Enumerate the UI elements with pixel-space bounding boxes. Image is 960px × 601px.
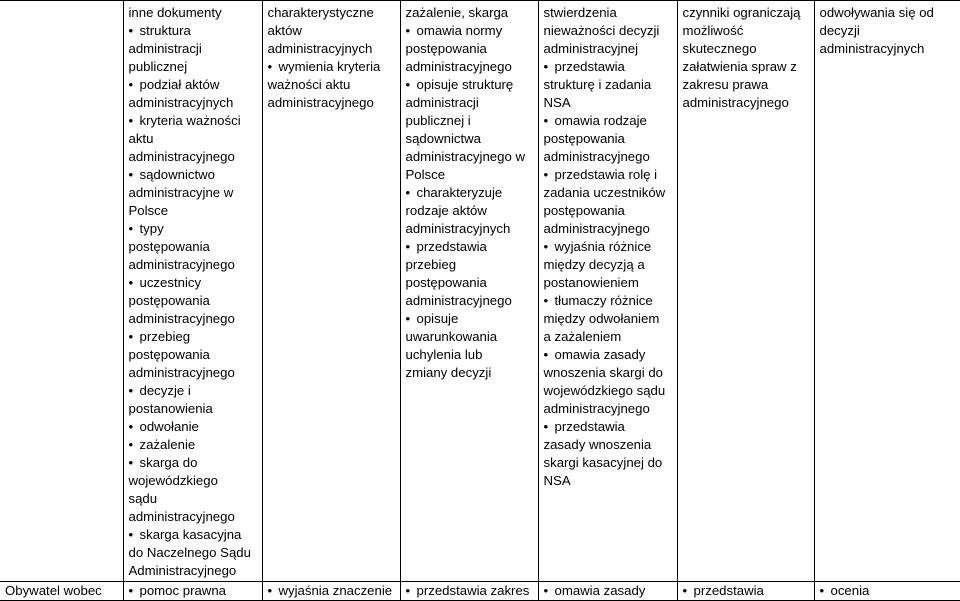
list-item xyxy=(544,166,673,238)
line-text: administracyjnego xyxy=(267,95,374,110)
line-text: decyzje i xyxy=(139,383,191,398)
list-item xyxy=(406,76,534,184)
line-text: administracyjnych xyxy=(819,41,925,56)
line-text: skarga kasacyjna xyxy=(139,527,242,542)
line-text: zażalenie xyxy=(139,437,196,452)
line-text: publicznej i xyxy=(405,113,471,128)
bottom-cell xyxy=(400,582,538,601)
list-item xyxy=(544,346,673,418)
line-text: struktura xyxy=(139,23,191,38)
line-text: inne dokumenty xyxy=(128,5,222,20)
line-text: sądownictwo xyxy=(139,167,215,182)
line-text: załatwienia spraw z xyxy=(682,59,797,74)
list-item xyxy=(544,292,673,346)
line-text: a zażaleniem xyxy=(543,329,622,344)
line-text: postępowania xyxy=(405,275,487,290)
list-item xyxy=(129,328,258,382)
line-text: przedstawia xyxy=(554,59,625,74)
list-item xyxy=(129,418,258,436)
list-item xyxy=(129,166,258,220)
line-text: administracji xyxy=(405,95,479,110)
list-item xyxy=(129,382,258,418)
line-text: strukturę i zadania xyxy=(543,77,652,92)
line-text: typy xyxy=(139,221,164,236)
line-text: podział aktów xyxy=(139,77,220,92)
bottom-cell xyxy=(814,582,960,601)
line-text: postępowania xyxy=(405,41,487,56)
line-text: przedstawia xyxy=(554,419,625,434)
table-row xyxy=(0,582,960,601)
line-text: zasady wnoszenia xyxy=(543,437,652,452)
line-text: wnoszenia skargi do xyxy=(543,365,663,380)
line-text: wojewódzkiego sądu xyxy=(543,383,666,398)
line-text: uczestnicy xyxy=(139,275,202,290)
list-item xyxy=(129,22,258,76)
list-item: • omawia zasady xyxy=(544,582,673,600)
list-item xyxy=(129,220,258,274)
text-line xyxy=(129,4,258,22)
line-text: postępowania xyxy=(128,347,210,362)
line-text: przedstawia rolę i xyxy=(554,167,658,182)
line-text: skutecznego xyxy=(682,41,757,56)
list-item: • przedstawia xyxy=(683,582,810,600)
line-text: do Naczelnego Sądu xyxy=(128,545,251,560)
list-item xyxy=(406,22,534,76)
list-item: • przedstawia zakres xyxy=(406,582,534,600)
line-text: charakterystyczne xyxy=(267,5,374,20)
list-item xyxy=(544,418,673,490)
line-text: Polsce xyxy=(128,203,169,218)
line-text: administracyjnego xyxy=(128,509,235,524)
bottom-cell xyxy=(677,582,814,601)
line-text: opisuje strukturę xyxy=(416,77,514,92)
line-text: ważności aktu xyxy=(267,77,351,92)
line-text: uchylenia lub xyxy=(405,347,483,362)
line-text: omawia zasady xyxy=(554,347,646,362)
line-text: administracyjnego xyxy=(543,149,650,164)
line-text: administracyjnego xyxy=(128,365,235,380)
line-text: opisuje xyxy=(416,311,459,326)
line-text: publicznej xyxy=(128,59,188,74)
text-line xyxy=(820,4,957,58)
line-text: Polsce xyxy=(405,167,446,182)
line-text: stwierdzenia xyxy=(543,5,617,20)
list-item xyxy=(406,238,534,310)
list-item xyxy=(544,238,673,292)
topic-cell xyxy=(0,1,123,582)
line-text: administracyjnego xyxy=(128,311,235,326)
requirements-excellent-cell xyxy=(814,1,960,582)
line-text: uwarunkowania xyxy=(405,329,498,344)
line-text: postępowania xyxy=(128,293,210,308)
requirements-advanced-cell xyxy=(538,1,677,582)
line-text: aktu xyxy=(128,131,154,146)
list-item xyxy=(406,310,534,382)
text-line xyxy=(268,4,396,58)
list-item xyxy=(129,76,258,112)
requirements-extended-cell xyxy=(400,1,538,582)
line-text: NSA xyxy=(543,473,571,488)
text-line: Obywatel wobec xyxy=(5,583,102,598)
line-text: postępowania xyxy=(128,239,210,254)
line-text: między decyzją a xyxy=(543,257,645,272)
line-text: przebieg xyxy=(139,329,191,344)
line-text: sądu xyxy=(128,491,158,506)
list-item xyxy=(129,454,258,526)
line-text: administracji xyxy=(128,41,202,56)
line-text: administracyjnej xyxy=(543,41,639,56)
list-item xyxy=(544,58,673,112)
line-text: postanowieniem xyxy=(543,275,639,290)
text-line xyxy=(683,4,810,112)
line-text: nieważności decyzji xyxy=(543,23,660,38)
line-text: wymienia kryteria xyxy=(278,59,381,74)
line-text: NSA xyxy=(543,95,571,110)
text-line xyxy=(406,4,534,22)
line-text: administracyjnego xyxy=(405,293,512,308)
line-text: zadania uczestników xyxy=(543,185,666,200)
list-item xyxy=(406,184,534,238)
list-item xyxy=(129,526,258,580)
line-text: odwołanie xyxy=(139,419,199,434)
line-text: administracyjnego w xyxy=(405,149,525,164)
text-line xyxy=(544,4,673,58)
list-item xyxy=(129,112,258,166)
line-text: omawia normy xyxy=(416,23,503,38)
line-text: aktów xyxy=(267,23,302,38)
line-text: kryteria ważności xyxy=(139,113,241,128)
line-text: postępowania xyxy=(543,203,625,218)
line-text: charakteryzuje xyxy=(416,185,503,200)
list-item: • wyjaśnia znaczenie xyxy=(268,582,396,600)
line-text: skargi kasacyjnej do xyxy=(543,455,663,470)
bottom-cell xyxy=(0,582,123,601)
line-text: czynniki ograniczają xyxy=(682,5,801,20)
line-text: administracyjnego xyxy=(128,149,235,164)
line-text: tłumaczy różnice xyxy=(554,293,653,308)
line-text: skarga do xyxy=(139,455,198,470)
list-item xyxy=(129,274,258,328)
list-item xyxy=(129,436,258,454)
line-text: zakresu prawa xyxy=(682,77,769,92)
line-text: administracyjnego xyxy=(543,401,650,416)
list-item xyxy=(268,58,396,112)
line-text: administracyjnych xyxy=(267,41,373,56)
line-text: decyzji xyxy=(819,23,860,38)
line-text: administracyjne w xyxy=(128,185,234,200)
line-text: sądownictwa xyxy=(405,131,481,146)
line-text: zażalenie, skarga xyxy=(405,5,509,20)
line-text: możliwość xyxy=(682,23,744,38)
line-text: administracyjnego xyxy=(405,59,512,74)
line-text: administracyjnych xyxy=(405,221,511,236)
line-text: administracyjnych xyxy=(128,95,234,110)
bottom-cell xyxy=(123,582,262,601)
requirements-basic-cell xyxy=(262,1,400,582)
bottom-cell xyxy=(538,582,677,601)
line-text: rodzaje aktów xyxy=(405,203,487,218)
line-text: odwoływania się od xyxy=(819,5,934,20)
requirements-high-cell xyxy=(677,1,814,582)
line-text: między odwołaniem xyxy=(543,311,660,326)
line-text: administracyjnego xyxy=(128,257,235,272)
line-text: przedstawia xyxy=(416,239,487,254)
line-text: wyjaśnia różnice xyxy=(554,239,652,254)
line-text: administracyjnego xyxy=(682,95,789,110)
line-text: Administracyjnego xyxy=(128,563,237,578)
line-text: przebieg xyxy=(405,257,457,272)
line-text: postępowania xyxy=(543,131,625,146)
list-item: • pomoc prawna xyxy=(129,582,258,600)
line-text: postanowienia xyxy=(128,401,213,416)
line-text: administracyjnego xyxy=(543,221,650,236)
line-text: zmiany decyzji xyxy=(405,365,492,380)
bottom-cell xyxy=(262,582,400,601)
line-text: wojewódzkiego xyxy=(128,473,218,488)
content-cell xyxy=(123,1,262,582)
list-item xyxy=(544,112,673,166)
list-item: • ocenia xyxy=(820,582,957,600)
line-text: omawia rodzaje xyxy=(554,113,647,128)
table-row xyxy=(0,1,960,582)
